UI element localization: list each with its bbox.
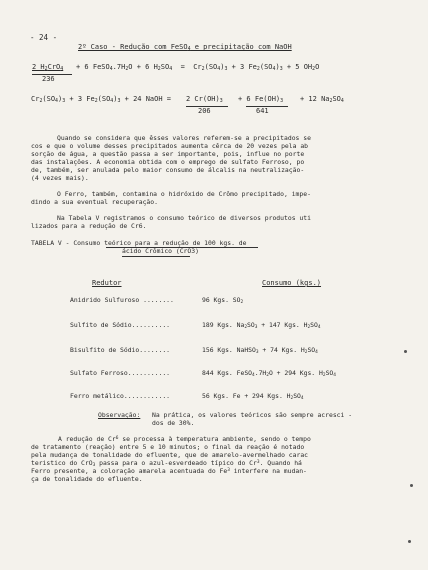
table-row-4-reductor: Sulfato Ferroso........... xyxy=(70,369,171,377)
equation-2-lhs: $Cr_2(SO_4)_3 + 3$ $Fe_2(SO_4)_3 + 24$ NaOH = xyxy=(31,95,171,104)
para2-line-2: dindo a sua eventual recuperação. xyxy=(31,198,158,206)
equation-2-denominator-2: 641 xyxy=(256,107,269,115)
scan-speck xyxy=(410,484,413,487)
observacao-line-1: Na prática, os valores teóricos são sempre acresci - xyxy=(152,411,353,419)
table-row-1-consumo: 96 Kgs. $SO_2$ xyxy=(202,296,244,305)
para1-line-2: cos e que o volume desses precipitados aumenta cêrca de 20 vezes pela ab xyxy=(31,142,309,150)
table-row-2-consumo: 189 Kgs. $Na_2SO_3 + 147$ Kgs. $H_2SO_4$ xyxy=(202,321,321,330)
equation-2-denominator-1: 206 xyxy=(198,107,211,115)
table-caption-line-1: TABELA V - Consumo teórico para a redução de 100 kgs. de xyxy=(31,239,247,247)
para1-line-4: das instalações. A economia obtida com o emprego de sulfato Ferroso, po xyxy=(31,158,305,166)
scan-speck xyxy=(404,350,407,353)
table-row-5-reductor: Ferro metálico............ xyxy=(70,392,171,400)
table-caption-underline-2 xyxy=(122,256,190,257)
section-title: 2º Caso - Redução com FeSO$_4$ e precipitação com NaOH xyxy=(78,43,292,52)
table-header-reductor: Redutor xyxy=(92,279,122,287)
observacao-line-2: dos de 30%. xyxy=(152,419,195,427)
table-caption-underline-1 xyxy=(106,247,258,248)
para3-line-1: Na Tabela V registramos o consumo teórico de diversos produtos uti xyxy=(57,214,311,222)
equation-2-rhs: + 12 $Na_2SO_4$ xyxy=(300,95,344,104)
para4-line-4: teristico do CrO$_3$ passa para o azul-esverdeado típico do Cr$^3$. Quando há xyxy=(31,459,302,468)
para1-line-3: sorção de água, a questão passa a ser importante, pois, influe no porte xyxy=(31,150,305,158)
scan-speck xyxy=(408,540,411,543)
observacao-label: Observação: xyxy=(98,411,141,419)
para4-line-5: Ferro presente, a coloração amarela acentuada do Fe$^3$ interfere na mudan- xyxy=(31,467,307,475)
table-row-3-reductor: Bisulfito de Sódio........ xyxy=(70,346,171,354)
para4-line-6: ça de tonalidade do efluente. xyxy=(31,475,143,483)
equation-1-rhs: + 6 $FeSO_4.7H_2O + 6$ $H_2SO_4 = Cr_2(SO_4)_3 + 3$ $Fe_2(SO_4)_3 + 5$ $OH_2O$ xyxy=(76,63,320,72)
equation-2-numerator-2: + 6 $Fe(OH)_3$ xyxy=(238,95,284,104)
table-row-2-reductor: Sulfito de Sódio.......... xyxy=(70,321,171,329)
para1-line-6: (4 vezes mais). xyxy=(31,174,89,182)
table-header-consumo: Consumo (kgs.) xyxy=(262,279,322,287)
page-number: - 24 - xyxy=(30,33,58,42)
table-row-3-consumo: 156 Kgs. NaHSO$_3$ + 74 Kgs. $H_2SO_4$ xyxy=(202,346,318,355)
table-row-4-consumo: 844 Kgs. $FeSO_4.7H_2O + 294$ Kgs. $H_2SO_4$ xyxy=(202,369,336,378)
table-row-1-reductor: Anidrido Sulfuroso ........ xyxy=(70,296,174,304)
equation-1-denominator: 236 xyxy=(42,75,55,83)
para2-line-1: O Ferro, também, contamina o hidróxido de Crômo precipitado, impe- xyxy=(57,190,311,198)
para1-line-1: Quando se considera que êsses valores referem-se a precipitados se xyxy=(57,134,311,142)
table-row-5-consumo: 56 Kgs. Fe + 294 Kgs. $H_2SO_4$ xyxy=(202,392,304,401)
equation-2-numerator-1: 2 $Cr(OH)_3$ xyxy=(186,95,223,104)
equation-1-numerator: 2 $H_2CrO_4$ xyxy=(32,63,64,72)
table-caption-line-2: ácido Crômico (CrO3) xyxy=(122,247,199,255)
para1-line-5: de, também, ser anulada pelo maior consumo de álcalis na neutralização- xyxy=(31,166,305,174)
para3-line-2: lizados para a redução de Cr6. xyxy=(31,222,147,230)
para4-line-2: de tratamento (reação) entre 5 e 10 minutos; o final da reação é notado xyxy=(31,443,305,451)
para4-line-1: A redução de Cr$^6$ se processa à temperatura ambiente, sendo o tempo xyxy=(58,435,311,443)
para4-line-3: pela mudança de tonalidade do efluente, que de amarelo-avermelhado carac xyxy=(31,451,309,459)
